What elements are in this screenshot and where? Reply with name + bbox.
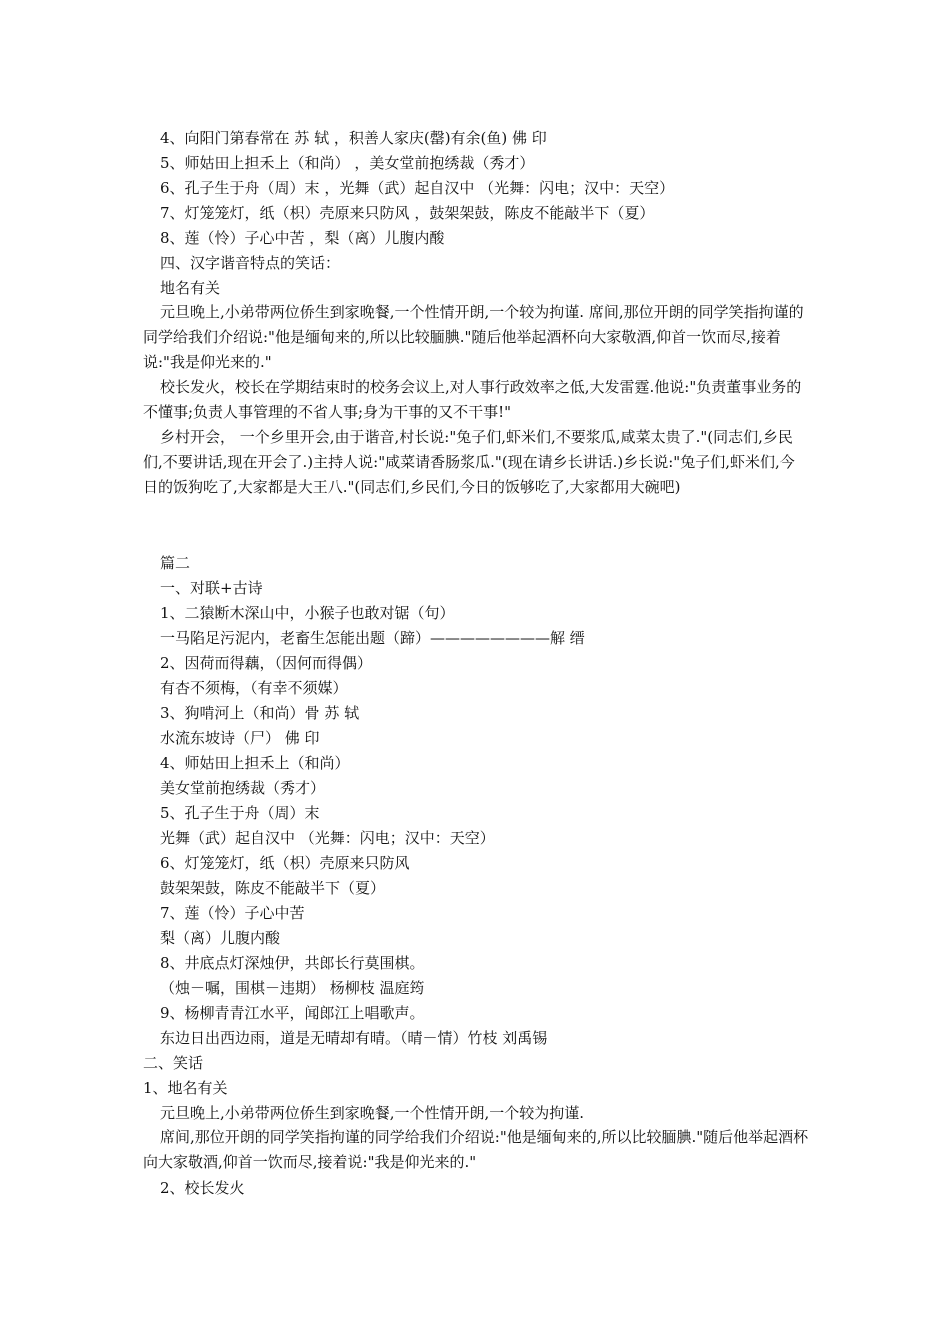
poem-line: （烛－嘱，围棋－违期） 杨柳枝 温庭筠	[160, 979, 425, 997]
section-heading: 二、笑话	[143, 1054, 204, 1072]
joke-text: 校长发火，校长在学期结束时的校务会议上,对人事行政效率之低,大发雷霆.他说:"负责董事业务的不懂事;负责人事管理的不省人事;身为干事的又不干事!"	[143, 378, 802, 421]
poem-line: 8、井底点灯深烛伊，共郎长行莫围棋。	[160, 954, 425, 972]
section-heading: 四、汉字谐音特点的笑话：	[160, 254, 341, 272]
section-heading: 一、对联+古诗	[160, 579, 263, 597]
joke-paragraph	[143, 425, 809, 500]
couplet-item: 4、向阳门第春常在 苏 轼 ，积善人家庆(罄)有余(鱼) 佛 印	[160, 129, 547, 147]
poem-line: 5、孔子生于舟（周）末	[160, 804, 320, 822]
poem-line: 光舞（武）起自汉中 （光舞：闪电；汉中：天空）	[160, 829, 495, 847]
joke-text: 席间,那位开朗的同学笑指拘谨的同学给我们介绍说:"他是缅甸来的,所以比较腼腆."随后他举起酒杯向大家敬酒,仰首一饮而尽,接着说:"我是仰光来的."	[143, 1128, 809, 1171]
section-title: 篇二	[160, 554, 191, 572]
poem-line: 美女堂前抱绣裁（秀才）	[160, 779, 326, 797]
joke-paragraph	[143, 375, 809, 425]
poem-line: 1、二猿断木深山中，小猴子也敢对锯（句）	[160, 604, 455, 622]
joke-text: 元旦晚上,小弟带两位侨生到家晚餐,一个性情开朗,一个较为拘谨. 席间,那位开朗的同学笑指拘谨的同学给我们介绍说:"他是缅甸来的,所以比较腼腆."随后他举起酒杯向大家敬酒,仰首一饮而尽,接着说:"我是仰光来的."	[143, 303, 804, 371]
poem-line: 6、灯笼笼灯，纸（枳）壳原来只防风	[160, 854, 410, 872]
couplet-item: 6、孔子生于舟（周）末 ，光舞（武）起自汉中 （光舞：闪电；汉中：天空）	[160, 179, 675, 197]
joke-line: 元旦晚上,小弟带两位侨生到家晚餐,一个性情开朗,一个较为拘谨.	[160, 1104, 585, 1122]
poem-line: 4、师姑田上担禾上（和尚）	[160, 754, 350, 772]
couplet-item: 8、莲（怜）子心中苦 ，梨（离）儿腹内酸	[160, 229, 445, 247]
poem-line: 一马陷足污泥内，老畜生怎能出题（蹄）————————解 缙	[160, 629, 585, 647]
subheading: 1、地名有关	[143, 1079, 228, 1097]
subheading: 地名有关	[160, 279, 221, 297]
poem-line: 3、狗啃河上（和尚）骨 苏 轼	[160, 704, 360, 722]
poem-line: 梨（离）儿腹内酸	[160, 929, 281, 947]
poem-line: 有杏不须梅，（有幸不须媒）	[160, 679, 348, 697]
poem-line: 鼓架架鼓，陈皮不能敲半下（夏）	[160, 879, 386, 897]
joke-paragraph	[143, 300, 809, 375]
joke-text: 乡村开会， 一个乡里开会,由于谐音,村长说:"兔子们,虾米们,不要浆瓜,咸菜太贵了."(同志们,乡民们,不要讲话,现在开会了.)主持人说:"咸菜请香肠浆瓜."(现在请乡长讲话.)乡长说:"兔子们,虾米们,今日的饭狗吃了,大家都是大王八."(同志们,乡民们,今日的饭够吃了,大家都用大碗吧)	[143, 428, 795, 496]
poem-line: 7、莲（怜）子心中苦	[160, 904, 305, 922]
poem-line: 水流东坡诗（尸） 佛 印	[160, 729, 320, 747]
joke-paragraph	[143, 1125, 809, 1175]
poem-line: 2、因荷而得藕，（因何而得偶）	[160, 654, 373, 672]
couplet-item: 7、灯笼笼灯，纸（枳）壳原来只防风 ，鼓架架鼓，陈皮不能敲半下（夏）	[160, 204, 655, 222]
poem-line: 9、杨柳青青江水平，闻郎江上唱歌声。	[160, 1004, 425, 1022]
poem-line: 东边日出西边雨，道是无晴却有晴。（晴－情）竹枝 刘禹锡	[160, 1029, 548, 1047]
subheading: 2、校长发火	[160, 1179, 245, 1197]
couplet-item: 5、师姑田上担禾上（和尚） ，美女堂前抱绣裁（秀才）	[160, 154, 535, 172]
